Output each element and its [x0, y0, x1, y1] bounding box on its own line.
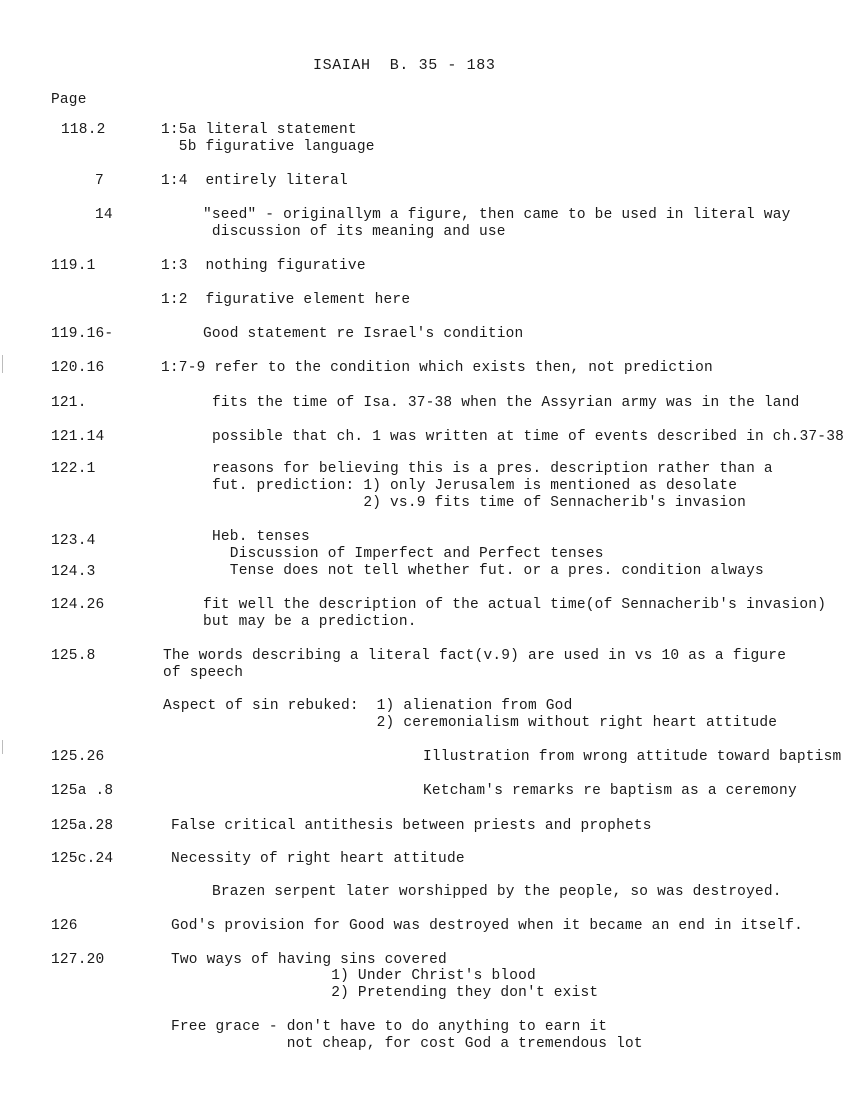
page-reference: 123.4: [51, 533, 96, 549]
page-reference: 125.26: [51, 749, 105, 765]
page-reference: 118.2: [61, 122, 106, 138]
page-reference: 127.20: [51, 952, 105, 968]
page-reference: 121.: [51, 395, 87, 411]
note-line: 1:5a literal statement: [161, 122, 357, 138]
note-line: 1:3 nothing figurative: [161, 258, 366, 274]
note-line: fit well the description of the actual time(of Sennacherib's invasion): [203, 597, 827, 613]
scan-edge-mark: [2, 740, 3, 754]
page-reference: 125a.28: [51, 818, 114, 834]
page-reference: 124.26: [51, 597, 105, 613]
note-line: Free grace - don't have to do anything to earn it: [171, 1019, 608, 1035]
note-line: 2) Pretending they don't exist: [171, 985, 599, 1001]
page-title: ISAIAH B. 35 - 183: [313, 57, 496, 74]
note-line: fits the time of Isa. 37-38 when the Assyrian army was in the land: [212, 395, 800, 411]
note-line: fut. prediction: 1) only Jerusalem is mentioned as desolate: [212, 478, 738, 494]
page-reference: 126: [51, 918, 78, 934]
note-line: God's provision for Good was destroyed when it became an end in itself.: [171, 918, 804, 934]
page-reference: 121.14: [51, 429, 105, 445]
note-line: not cheap, for cost God a tremendous lot: [171, 1036, 643, 1052]
note-line: 1:2 figurative element here: [161, 292, 411, 308]
note-line: discussion of its meaning and use: [203, 224, 506, 240]
page-reference: 14: [95, 207, 113, 223]
note-line: 2) ceremonialism without right heart attitude: [163, 715, 778, 731]
note-line: Discussion of Imperfect and Perfect tenses: [212, 546, 604, 562]
page-reference: 125.8: [51, 648, 96, 664]
note-line: reasons for believing this is a pres. description rather than a: [212, 461, 773, 477]
page-reference: 119.1: [51, 258, 96, 274]
note-line: 5b figurative language: [161, 139, 375, 155]
note-line: 1:7-9 refer to the condition which exists then, not prediction: [161, 360, 713, 376]
note-line: Necessity of right heart attitude: [171, 851, 465, 867]
note-line: Illustration from wrong attitude toward baptism: [423, 749, 842, 765]
note-line: Good statement re Israel's condition: [203, 326, 524, 342]
note-line: 2) vs.9 fits time of Sennacherib's invasion: [212, 495, 747, 511]
note-line: Tense does not tell whether fut. or a pres. condition always: [212, 563, 764, 579]
note-line: of speech: [163, 665, 244, 681]
page-reference: 124.3: [51, 564, 96, 580]
page-reference: 122.1: [51, 461, 96, 477]
note-line: 1) Under Christ's blood: [171, 968, 536, 984]
note-line: Two ways of having sins covered: [171, 952, 447, 968]
note-line: but may be a prediction.: [203, 614, 417, 630]
page-reference: 125c.24: [51, 851, 114, 867]
page-reference: 119.16-: [51, 326, 114, 342]
page-reference: 125a .8: [51, 783, 114, 799]
note-line: possible that ch. 1 was written at time of events described in ch.37-38: [212, 429, 845, 445]
note-line: Heb. tenses: [212, 529, 310, 545]
note-line: False critical antithesis between priests and prophets: [171, 818, 652, 834]
note-line: The words describing a literal fact(v.9) are used in vs 10 as a figure: [163, 648, 787, 664]
page-column-label: Page: [51, 92, 87, 108]
note-line: "seed" - originallym a figure, then came to be used in literal way: [203, 207, 791, 223]
note-line: Aspect of sin rebuked: 1) alienation from God: [163, 698, 573, 714]
note-line: 1:4 entirely literal: [161, 173, 348, 189]
page-reference: 120.16: [51, 360, 105, 376]
note-line: Ketcham's remarks re baptism as a ceremony: [423, 783, 797, 799]
note-line: Brazen serpent later worshipped by the people, so was destroyed.: [212, 884, 782, 900]
page-reference: 7: [95, 173, 104, 189]
scan-edge-mark: [2, 355, 3, 373]
